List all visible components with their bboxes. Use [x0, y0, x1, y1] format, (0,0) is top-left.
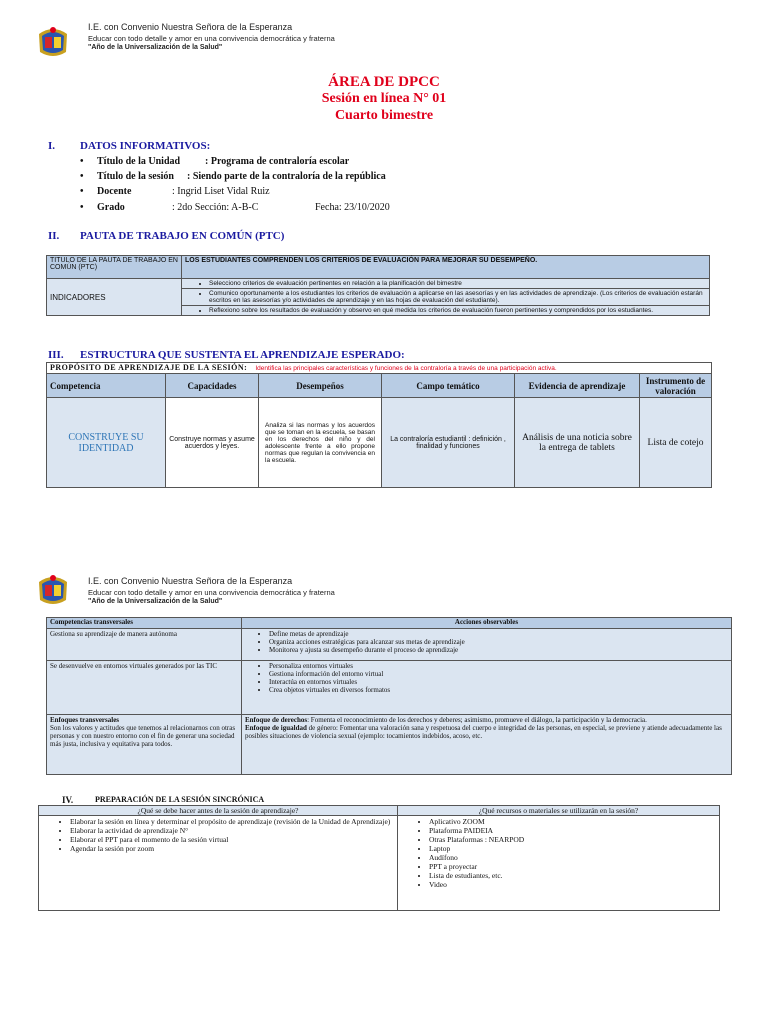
indicador-item: • Reflexiono sobre los resultados de evaluación y observo en qué medida los criterios de evaluación fueron pertinentes y comprendidos por los estudiantes. [209, 307, 706, 314]
estructura-table [46, 362, 712, 488]
indicadores-label: INDICADORES [47, 279, 182, 316]
period-title: Cuarto bimestre [334, 108, 434, 123]
section-4-heading: PREPARACIÓN DE LA SESIÓN SINCRÓNICA [95, 795, 265, 804]
instrumento-value: Lista de cotejo [640, 398, 712, 488]
col-campo: Campo temático [382, 374, 515, 398]
col-instrumento: Instrumento de valoración [640, 374, 712, 398]
section-3-heading: ESTRUCTURA QUE SUSTENTA EL APRENDIZAJE ESPERADO: [80, 349, 405, 361]
section-2-number: II. [48, 230, 60, 242]
accion-item: • Crea objetos virtuales en diversos formatos [269, 686, 728, 694]
derechos-text: : Fomenta el reconocimiento de los derechos y deberes; asimismo, promueve el diálogo, la participación y la democracia. [307, 716, 647, 724]
antes-item: • Elaborar la sesión en línea y determinar el propósito de aprendizaje (revisión de la Unidad de Aprendizaje) [70, 817, 394, 826]
section-1-number: I. [48, 140, 56, 152]
ptc-value: LOS ESTUDIANTES COMPRENDEN LOS CRITERIOS DE EVALUACIÓN PARA MEJORAR SU DESEMPEÑO. [182, 256, 710, 279]
institution-name: I.E. con Convenio Nuestra Señora de la Esperanza [88, 576, 293, 586]
school-logo [33, 570, 73, 613]
ptc-table [46, 255, 710, 316]
accion-item: • Gestiona información del entorno virtual [269, 670, 728, 678]
recurso-item: • Laptop [429, 844, 716, 853]
institution-motto: Educar con todo detalle y amor en una convivencia democrática y fraterna [88, 588, 335, 597]
grado-label: Grado [97, 202, 125, 213]
section-3-number: III. [48, 349, 64, 361]
fecha-value: Fecha: 23/10/2020 [315, 202, 390, 213]
col-recursos: ¿Qué recursos o materiales se utilizarán en la sesión? [398, 806, 720, 816]
accion-item: • Define metas de aprendizaje [269, 630, 728, 638]
section-4-number: IV. [62, 795, 74, 805]
section-1-heading: DATOS INFORMATIVOS: [80, 140, 211, 152]
evidencia-value: Análisis de una noticia sobre la entrega de tablets [515, 398, 640, 488]
enfoques-label: Enfoques transversales [50, 716, 120, 724]
igualdad-text: de género: Fomentar una valoración sana y respetuosa del cuerpo e integridad de las personas, en especial, se previene y atiende adecuadamente las posibles situaciones de violencia sexual (ejemplo: tocamientos indebidos, acoso, etc. [245, 724, 722, 740]
recurso-item: • Plataforma PAIDEIA [429, 826, 716, 835]
accion-item: • Monitorea y ajusta su desempeño durante el proceso de aprendizaje [269, 646, 728, 654]
capacidades-value: Construye normas y asume acuerdos y leyes. [166, 398, 259, 488]
year-name: "Año de la Universalización de la Salud" [88, 44, 223, 51]
transversal-table [46, 617, 732, 775]
recurso-item: • Otras Plataformas : NEARPOD [429, 835, 716, 844]
col-competencia: Competencia [47, 374, 166, 398]
preparacion-table [38, 805, 720, 911]
recurso-item: • Audífono [429, 853, 716, 862]
recurso-item: • Aplicativo ZOOM [429, 817, 716, 826]
proposito-label: PROPÓSITO DE APRENDIZAJE DE LA SESIÓN: [50, 363, 248, 372]
col-capacidades: Capacidades [166, 374, 259, 398]
session-title: Sesión en línea N° 01 [321, 91, 447, 106]
school-logo [33, 22, 73, 65]
col-acciones-observables: Acciones observables [242, 618, 732, 629]
antes-item: • Agendar la sesión por zoom [70, 844, 394, 853]
competencia-value: CONSTRUYE SU IDENTIDAD [47, 398, 166, 488]
institution-motto: Educar con todo detalle y amor en una convivencia democrática y fraterna [88, 34, 335, 43]
proposito-value: Identifica las principales características y funciones de la contraloría a través de una participación activa. [255, 365, 557, 372]
docente-label: Docente [97, 186, 132, 197]
indicador-item: • Comunico oportunamente a los estudiantes los criterios de evaluación a aplicarse en las asesorías y en las actividades de aprendizaje. (Los criterios de evaluación estarán escritos en las asesorías y/o actividades de aprendizaje y en las hojas de evaluación del estudiante). [209, 290, 706, 304]
ptc-label: TITULO DE LA PAUTA DE TRABAJO EN COMÚN (PTC) [47, 256, 182, 279]
year-name: "Año de la Universalización de la Salud" [88, 598, 223, 605]
unidad-label: Título de la Unidad [97, 156, 181, 167]
accion-item: • Personaliza entornos virtuales [269, 662, 728, 670]
antes-item: • Elaborar la actividad de aprendizaje N° [70, 826, 394, 835]
enfoques-description: Son los valores y actitudes que tenemos al relacionarnos con otras personas y con nuestro entorno con el fin de generar una sociedad más justa, inclusiva y equitativa para todos. [50, 724, 236, 748]
docente-value: : Ingrid Liset Vidal Ruiz [172, 186, 270, 197]
indicador-item: • Selecciono criterios de evaluación pertinentes en relación a la planificación del bimestre [209, 280, 706, 287]
recurso-item: • PPT a proyectar [429, 862, 716, 871]
derechos-label: Enfoque de derechos [245, 716, 308, 724]
antes-item: • Elaborar el PPT para el momento de la sesión virtual [70, 835, 394, 844]
campo-value: La contraloría estudiantil : definición , finalidad y funciones [382, 398, 515, 488]
col-evidencia: Evidencia de aprendizaje [515, 374, 640, 398]
grado-value: : 2do Sección: A-B-C [172, 202, 259, 213]
desempenos-value: Analiza si las normas y los acuerdos que se toman en la escuela, se basan en los derechos del niño y del adolescente frente a ello propone normas que regulan la convivencia en la escuela. [259, 398, 382, 488]
transversal-row-1-label: Gestiona su aprendizaje de manera autónoma [47, 629, 242, 661]
col-antes: ¿Qué se debe hacer antes de la sesión de aprendizaje? [39, 806, 398, 816]
recurso-item: • Video [429, 880, 716, 889]
sesion-value: : Siendo parte de la contraloría de la república [187, 171, 386, 182]
recurso-item: • Lista de estudiantes, etc. [429, 871, 716, 880]
sesion-label: Título de la sesión [97, 171, 174, 182]
accion-item: • Organiza acciones estratégicas para alcanzar sus metas de aprendizaje [269, 638, 728, 646]
transversal-row-2-label: Se desenvuelve en entornos virtuales generados por las TIC [47, 661, 242, 715]
accion-item: • Interactúa en entornos virtuales [269, 678, 728, 686]
igualdad-label: Enfoque de igualdad [245, 724, 307, 732]
section-2-heading: PAUTA DE TRABAJO EN COMÚN (PTC) [80, 230, 285, 242]
institution-name: I.E. con Convenio Nuestra Señora de la Esperanza [88, 22, 293, 32]
col-competencias-transversales: Competencias transversales [47, 618, 242, 629]
unidad-value: : Programa de contraloría escolar [205, 156, 350, 167]
area-title: ÁREA DE DPCC [328, 74, 440, 90]
col-desempenos: Desempeños [259, 374, 382, 398]
